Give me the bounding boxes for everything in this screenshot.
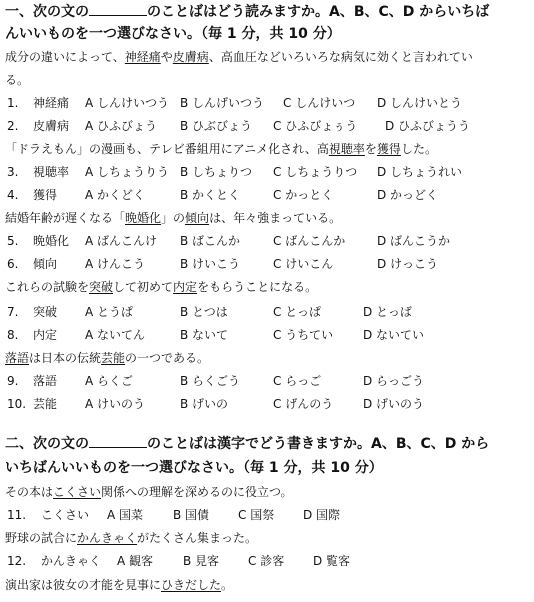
question-number: 2. xyxy=(7,119,19,133)
sentence-4 xyxy=(5,278,317,296)
option-a[interactable]: A 観客 xyxy=(117,554,154,568)
option-a[interactable]: A ばんこんけ xyxy=(85,234,158,248)
option-d[interactable]: D しちょうれい xyxy=(377,165,463,179)
option-a[interactable]: A ないてん xyxy=(85,328,146,342)
sentence-8 xyxy=(5,576,233,594)
sentence-2 xyxy=(5,140,437,158)
option-d[interactable]: D しんけいとう xyxy=(377,96,463,110)
question-word: 皮膚病 xyxy=(33,119,70,133)
sentence-text: をもらうことになる。 xyxy=(197,280,318,294)
target-word: 内定 xyxy=(173,280,198,294)
sentence-text: を xyxy=(364,142,377,156)
sentence-text: がたくさん集まった。 xyxy=(137,531,258,545)
target-word: 獲得 xyxy=(376,142,401,156)
target-word: 突破 xyxy=(89,280,114,294)
target-word: 晩婚化 xyxy=(125,211,162,225)
heading-text: んいいものを一つ選びなさい。（毎 1 分，共 10 分） xyxy=(5,26,341,42)
option-a[interactable]: A しちょうりう xyxy=(85,165,170,179)
heading-text: 二、次の文の xyxy=(5,436,89,452)
option-d[interactable]: D かっどく xyxy=(377,188,439,202)
option-b[interactable]: B ひぶびょう xyxy=(180,119,253,133)
question-word: 視聴率 xyxy=(33,165,70,179)
question-word: 内定 xyxy=(33,328,58,342)
option-a[interactable]: A らくご xyxy=(85,374,134,388)
question-number: 12. xyxy=(7,554,27,568)
option-c[interactable]: C けいこん xyxy=(273,257,334,271)
option-c[interactable]: C げんのう xyxy=(273,397,334,411)
heading-text: 一、次の文の xyxy=(5,4,89,20)
question-word: 晩婚化 xyxy=(33,234,70,248)
option-b[interactable]: B かくとく xyxy=(180,188,241,202)
question-number: 7. xyxy=(7,305,19,319)
sentence-text: 成分の違いによって、 xyxy=(5,50,125,64)
target-word: 落語 xyxy=(5,351,30,365)
question-word: 落語 xyxy=(33,374,58,388)
sentence-5 xyxy=(5,349,209,367)
option-d[interactable]: D らっごう xyxy=(363,374,425,388)
question-number: 5. xyxy=(7,234,19,248)
sentence-text: これらの試験を xyxy=(5,280,90,294)
option-d[interactable]: D げいのう xyxy=(363,397,425,411)
option-d[interactable]: D 国際 xyxy=(303,508,341,522)
option-c[interactable]: C 診客 xyxy=(248,554,285,568)
option-b[interactable]: B けいこう xyxy=(180,257,241,271)
question-word: 芸能 xyxy=(33,397,58,411)
sentence-text: 「ドラえもん」の漫画も、テレビ番組用にアニメ化され、高 xyxy=(5,142,329,156)
option-b[interactable]: B 国債 xyxy=(173,508,210,522)
blank-underline xyxy=(89,3,147,16)
option-c[interactable]: C ばんこんか xyxy=(273,234,346,248)
sentence-text: は、年々強まっている。 xyxy=(209,211,342,225)
option-a[interactable]: A とうぱ xyxy=(85,305,134,319)
option-b[interactable]: B とつは xyxy=(180,305,228,319)
option-b[interactable]: B ばこんか xyxy=(180,234,241,248)
question-word: 突破 xyxy=(33,305,58,319)
option-d[interactable]: D 覧客 xyxy=(313,554,351,568)
option-d[interactable]: D けっこう xyxy=(377,257,439,271)
sentence-text: 。 xyxy=(221,578,234,592)
option-b[interactable]: B ないて xyxy=(180,328,229,342)
option-c[interactable]: C 国祭 xyxy=(238,508,275,522)
question-number: 3. xyxy=(7,165,19,179)
target-word: ひきだした xyxy=(161,578,222,592)
option-a[interactable]: A けんこう xyxy=(85,257,146,271)
option-c[interactable]: C ひふびょぅう xyxy=(273,119,358,133)
option-a[interactable]: A しんけいつう xyxy=(85,96,170,110)
heading-text: のことばはどう読みますか。A、B、C、D からいちば xyxy=(147,4,490,20)
option-a[interactable]: A 国菜 xyxy=(107,508,144,522)
sentence-text: や xyxy=(160,50,173,64)
sentence-text: の一つである。 xyxy=(125,351,210,365)
sentence-1 xyxy=(5,48,473,66)
section1-heading xyxy=(5,2,489,22)
option-c[interactable]: C しんけいつ xyxy=(283,96,356,110)
question-number: 8. xyxy=(7,328,19,342)
target-word: こくさい xyxy=(53,485,102,499)
option-d[interactable]: D ないてい xyxy=(363,328,425,342)
sentence-text: その本は xyxy=(5,485,54,499)
sentence-text: 結婚年齢が遅くなる「 xyxy=(5,211,126,225)
sentence-text: 、高血圧などいろいろな病気に効くと言われてい xyxy=(208,50,473,64)
sentence-text: 」の xyxy=(161,211,186,225)
option-a[interactable]: A けいのう xyxy=(85,397,146,411)
question-word: 獲得 xyxy=(33,188,58,202)
target-word: 皮膚病 xyxy=(172,50,209,64)
option-d[interactable]: D とっば xyxy=(363,305,412,319)
option-c[interactable]: C しちょうりつ xyxy=(273,165,358,179)
question-number: 11. xyxy=(7,508,27,522)
target-word: 神経痛 xyxy=(124,50,161,64)
question-word: 神経痛 xyxy=(33,96,70,110)
option-b[interactable]: B らくごう xyxy=(180,374,241,388)
target-word: かんきゃく xyxy=(77,531,138,545)
option-a[interactable]: A かくどく xyxy=(85,188,146,202)
sentence-text: る。 xyxy=(5,73,30,87)
option-a[interactable]: A ひふびょう xyxy=(85,119,158,133)
sentence-text: 関係への理解を深めるのに役立つ。 xyxy=(101,485,293,499)
sentence-3 xyxy=(5,209,341,227)
sentence-text: 野球の試合に xyxy=(5,531,78,545)
section2-heading xyxy=(5,434,489,454)
sentence-6 xyxy=(5,483,293,501)
target-word: 視聴率 xyxy=(328,142,365,156)
option-c[interactable]: C とっぱ xyxy=(273,305,321,319)
sentence-1-cont xyxy=(5,71,29,89)
sentence-text: して初めて xyxy=(113,280,174,294)
option-c[interactable]: C うちてい xyxy=(273,328,334,342)
sentence-7 xyxy=(5,529,257,547)
option-b[interactable]: B げいの xyxy=(180,397,229,411)
target-word: 傾向 xyxy=(185,211,210,225)
question-word: こくさい xyxy=(41,508,90,522)
heading-text: いちばんいいものを一つ選びなさい。（毎 1 分，共 10 分） xyxy=(5,460,383,476)
option-d[interactable]: D ばんこうか xyxy=(377,234,451,248)
section1-heading-cont xyxy=(5,24,341,44)
option-b[interactable]: B しちょりつ xyxy=(180,165,253,179)
sentence-text: 演出家は彼女の才能を見事に xyxy=(5,578,162,592)
question-word: 傾向 xyxy=(33,257,58,271)
question-number: 9. xyxy=(7,374,19,388)
target-word: 芸能 xyxy=(101,351,126,365)
blank-underline xyxy=(89,435,147,448)
sentence-text: した。 xyxy=(400,142,437,156)
sentence-text: は日本の伝統 xyxy=(29,351,102,365)
option-d[interactable]: D ひふびょうう xyxy=(385,119,471,133)
heading-text: のことばは漢字でどう書きますか。A、B、C、D から xyxy=(147,436,490,452)
question-number: 6. xyxy=(7,257,19,271)
option-b[interactable]: B 見客 xyxy=(183,554,220,568)
option-c[interactable]: C かっとく xyxy=(273,188,334,202)
question-number: 10. xyxy=(7,397,27,411)
question-word: かんきゃく xyxy=(41,554,102,568)
option-b[interactable]: B しんげいつう xyxy=(180,96,265,110)
section2-heading-cont xyxy=(5,458,383,478)
question-number: 4. xyxy=(7,188,19,202)
option-c[interactable]: C らっご xyxy=(273,374,322,388)
question-number: 1. xyxy=(7,96,19,110)
